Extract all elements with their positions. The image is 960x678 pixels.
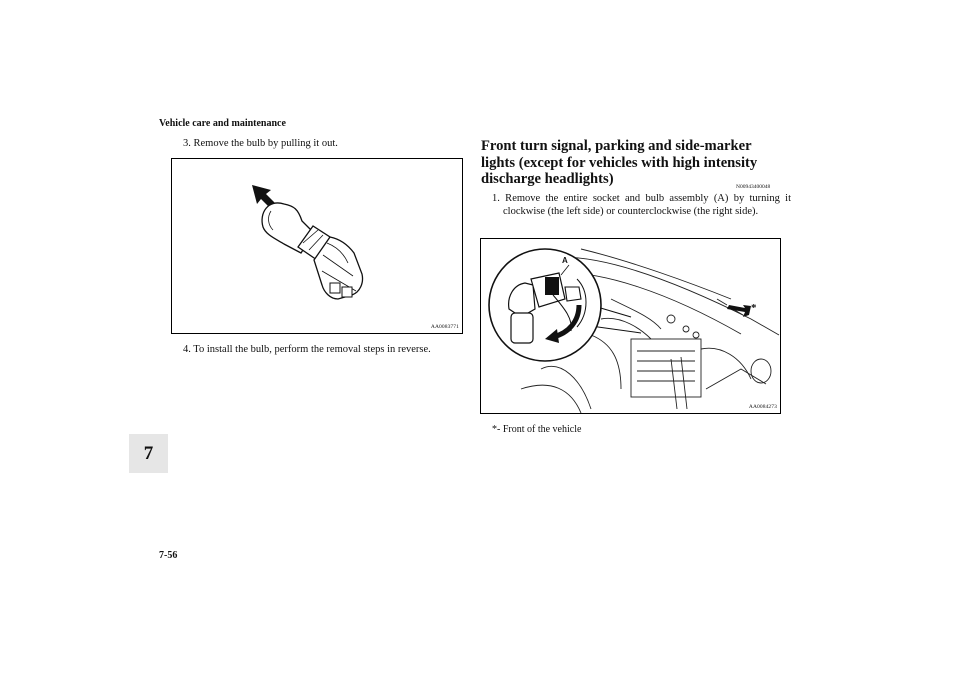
bulb-icon	[262, 203, 362, 299]
label-a: A	[562, 256, 568, 265]
magnified-detail	[489, 249, 601, 361]
front-direction-arrow-icon	[727, 305, 751, 317]
bulb-figure	[171, 158, 463, 334]
running-header: Vehicle care and maintenance	[159, 118, 286, 129]
figure-note: *- Front of the vehicle	[492, 424, 582, 435]
step-1-text: 1. Remove the entire socket and bulb assembly (A) by turning it clockwise (the left side) or counterclockwise (the right side).	[492, 193, 791, 217]
section-title: Front turn signal, parking and side-marker lights (except for vehicles with high intensity discharge headlights)	[481, 138, 758, 187]
step-4-text: 4. To install the bulb, perform the removal steps in reverse.	[183, 344, 431, 355]
engine-bay-figure	[480, 238, 781, 414]
chapter-number: 7	[143, 442, 154, 464]
figure-code: AA0083771	[430, 324, 459, 330]
figure-code: AA0084273	[748, 404, 777, 410]
bulb-illustration	[172, 159, 462, 333]
reference-code: N00943400048	[736, 184, 771, 190]
step-3-text: 3. Remove the bulb by pulling it out.	[183, 138, 338, 149]
label-asterisk: *	[751, 302, 757, 314]
engine-bay-illustration	[481, 239, 780, 413]
chapter-tab	[129, 434, 168, 473]
page-number: 7-56	[159, 550, 178, 561]
